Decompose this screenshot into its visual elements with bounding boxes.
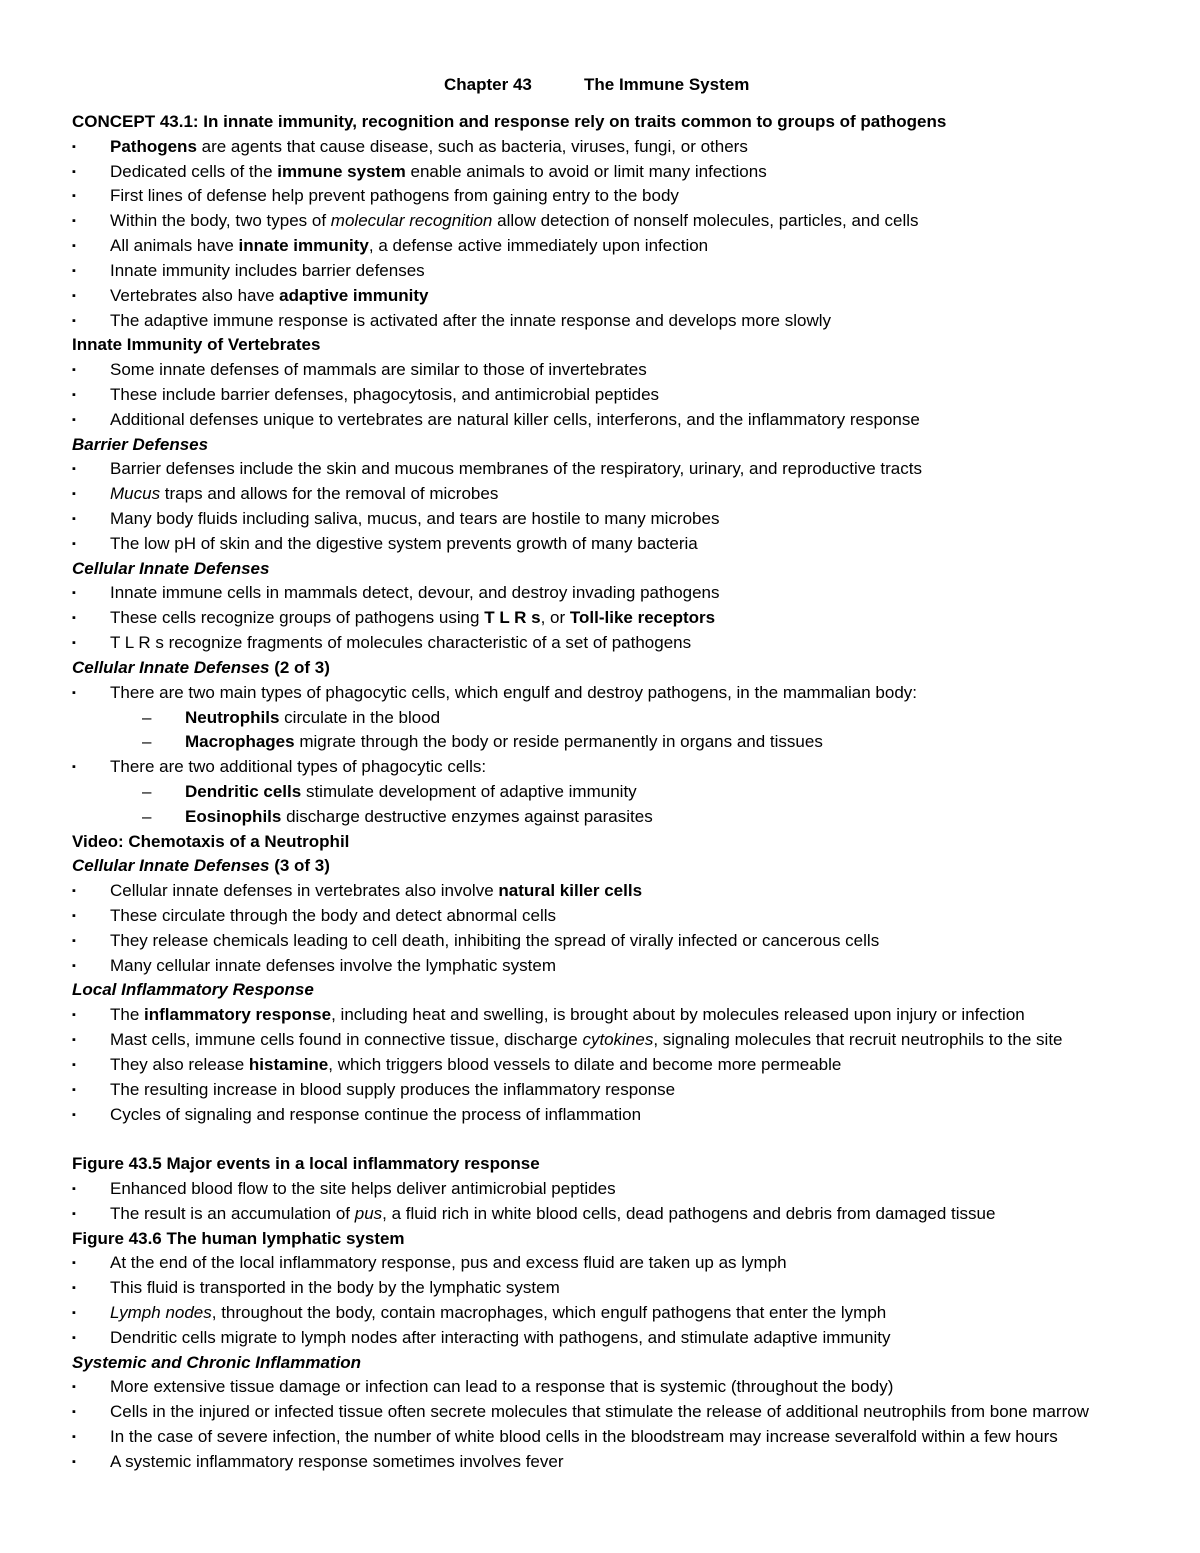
bullet-marker: ▪ — [72, 165, 76, 178]
text-run: Innate immunity includes barrier defenses — [110, 260, 425, 280]
bullet-marker: ▪ — [72, 686, 76, 699]
bullet-text — [110, 1202, 995, 1227]
bullet-text — [110, 1251, 787, 1276]
bullet-marker: ▪ — [72, 1307, 76, 1319]
dash-marker: – — [142, 707, 152, 727]
text-run: Additional defenses unique to vertebrates are natural killer cells, interferons, and the inflammatory response — [110, 409, 920, 429]
bullet-item — [72, 1326, 1172, 1351]
bullet-item — [72, 1103, 1172, 1128]
text-run: Enhanced blood flow to the site helps deliver antimicrobial peptides — [110, 1178, 616, 1198]
dash-marker: – — [142, 806, 152, 826]
text-run: At the end of the local inflammatory response, pus and excess fluid are taken up as lymph — [110, 1253, 787, 1273]
bullet-text — [110, 1003, 1025, 1028]
bullet-item — [72, 135, 1172, 160]
bullet-text — [185, 730, 823, 755]
bullet-marker: ▪ — [72, 463, 76, 476]
text-run: These circulate through the body and detect abnormal cells — [110, 906, 557, 925]
bold-term: immune system — [277, 161, 406, 181]
text-run: All animals have — [110, 236, 239, 256]
italic-term: Cellular Innate Defenses — [72, 856, 270, 876]
text-run: Cellular innate defenses in vertebrates also involve — [110, 881, 499, 901]
text-run: migrate through the body or reside permanently in organs and tissues — [294, 732, 823, 752]
text-run: The low pH of skin and the digestive system prevents growth of many bacteria — [110, 533, 698, 553]
text-run: Mast cells, immune cells found in connective tissue, discharge — [110, 1030, 583, 1050]
italic-term: Lymph nodes — [110, 1303, 212, 1322]
bullet-marker: ▪ — [72, 140, 76, 153]
bullet-text — [110, 135, 748, 160]
page-title — [72, 71, 1172, 110]
bullet-item — [72, 408, 1172, 433]
section-heading — [72, 1152, 1172, 1177]
bullet-item — [72, 1202, 1172, 1227]
bullet-text — [110, 284, 428, 309]
bullet-marker: ▪ — [72, 1182, 76, 1195]
bullet-text — [110, 309, 831, 334]
bullet-marker: ▪ — [72, 1009, 76, 1022]
bold-term: histamine — [248, 1054, 329, 1074]
bullet-text — [110, 209, 919, 234]
bullet-item — [72, 358, 1172, 383]
bullet-item — [72, 532, 1172, 557]
bullet-item — [72, 1053, 1172, 1078]
bold-term: innate immunity — [238, 236, 369, 256]
text-run: T L R s recognize fragments of molecules characteristic of a set of pathogens — [110, 633, 692, 653]
italic-term: molecular recognition — [330, 211, 493, 231]
text-run: Cellular Innate Defenses — [72, 558, 270, 578]
text-run: Cells in the injured or infected tissue often secrete molecules that stimulate the release of additional neutrophils from bone marrow — [110, 1402, 1089, 1422]
text-run: First lines of defense help prevent pathogens from gaining entry to the body — [110, 186, 679, 206]
bullet-text — [110, 1177, 616, 1202]
bullet-text — [110, 631, 691, 656]
text-run: The adaptive immune response is activated after the innate response and develops more slowly — [110, 310, 832, 330]
bullet-text — [110, 1425, 1058, 1450]
sub-bullet-item — [72, 706, 1172, 731]
text-run: Cycles of signaling and response continue the process of inflammation — [110, 1104, 642, 1124]
bullet-text — [110, 681, 917, 706]
text-run: Within the body, two types of — [110, 211, 331, 231]
bullet-marker: ▪ — [72, 488, 76, 501]
bullet-text — [110, 1103, 641, 1128]
dash-marker: – — [142, 781, 152, 801]
bullet-marker: ▪ — [72, 637, 76, 650]
text-run: , a fluid rich in white blood cells, dead pathogens and debris from damaged tissue — [382, 1203, 996, 1223]
bullet-item — [72, 507, 1172, 532]
text-run: circulate in the blood — [279, 707, 441, 727]
text-run: A systemic inflammatory response sometimes involves fever — [110, 1451, 564, 1471]
bullet-text — [110, 358, 647, 383]
text-run: (3 of 3) — [269, 856, 330, 876]
italic-term: Mucus — [110, 484, 161, 504]
bullet-marker: ▪ — [72, 1207, 76, 1220]
bullet-item — [72, 1003, 1172, 1028]
sub-bullet-item — [72, 730, 1172, 755]
bullet-marker: ▪ — [72, 587, 76, 600]
text-run: Systemic and Chronic Inflammation — [72, 1352, 362, 1372]
bold-term: Neutrophils — [185, 707, 280, 727]
text-run: enable animals to avoid or limit many infections — [405, 161, 767, 181]
dash-marker: – — [142, 732, 152, 752]
bullet-text — [110, 234, 708, 259]
bullet-text — [110, 954, 556, 979]
bullet-text — [185, 780, 637, 805]
bold-term: Dendritic cells — [185, 781, 302, 801]
bullet-text — [110, 408, 920, 433]
bullet-text — [110, 1375, 893, 1400]
bullet-item — [72, 160, 1172, 185]
bullet-marker: ▪ — [72, 537, 76, 550]
bullet-marker: ▪ — [72, 513, 76, 525]
bullet-item — [72, 1028, 1172, 1053]
text-run: discharge destructive enzymes against parasites — [281, 806, 653, 826]
bullet-marker: ▪ — [72, 388, 76, 401]
bullet-item — [72, 1400, 1172, 1425]
blank-line — [72, 1127, 1172, 1152]
text-run: Video: Chemotaxis of a Neutrophil — [72, 831, 350, 851]
bullet-marker: ▪ — [72, 761, 76, 774]
section-heading — [72, 978, 1172, 1003]
bullet-text — [110, 1326, 891, 1351]
bullet-text — [110, 259, 425, 284]
text-run: There are two additional types of phagocytic cells: — [110, 757, 487, 777]
bullet-item — [72, 383, 1172, 408]
text-run: Innate Immunity of Vertebrates — [72, 335, 321, 355]
bullet-item — [72, 482, 1172, 507]
bullet-marker: ▪ — [72, 1108, 76, 1121]
bullet-item — [72, 1450, 1172, 1475]
text-run: , including heat and swelling, is brought about by molecules released upon injury or infection — [331, 1005, 1025, 1025]
text-run: Figure 43.5 Major events in a local inflammatory response — [72, 1154, 540, 1174]
text-run: Dendritic cells migrate to lymph nodes after interacting with pathogens, and stimulate adaptive immunity — [110, 1327, 891, 1347]
bullet-text — [110, 1276, 560, 1301]
bullet-marker: ▪ — [72, 1282, 76, 1295]
bold-term: Macrophages — [185, 732, 295, 752]
bullet-marker: ▪ — [72, 1406, 76, 1419]
text-run: More extensive tissue damage or infection can lead to a response that is systemic (throughout the body) — [110, 1377, 894, 1397]
bullet-item — [72, 1425, 1172, 1450]
bullet-marker: ▪ — [72, 1034, 76, 1047]
text-run: Dedicated cells of the — [110, 161, 278, 181]
bullet-text — [110, 1450, 564, 1475]
bullet-text — [110, 482, 498, 507]
text-run: Innate immune cells in mammals detect, devour, and destroy invading pathogens — [110, 583, 720, 603]
section-heading — [72, 557, 1172, 582]
text-run: , a defense active immediately upon infection — [368, 236, 709, 256]
italic-term: cytokines — [582, 1030, 654, 1050]
bold-term: adaptive immunity — [279, 285, 429, 305]
bullet-marker: ▪ — [72, 1431, 76, 1444]
bullet-marker: ▪ — [72, 413, 76, 426]
text-run: stimulate development of adaptive immunity — [301, 781, 637, 801]
bullet-text — [110, 160, 767, 185]
text-run: This fluid is transported in the body by the lymphatic system — [110, 1278, 560, 1298]
bold-term: natural killer cells — [498, 881, 643, 901]
bullet-marker: ▪ — [72, 885, 76, 898]
bold-term: Pathogens — [110, 136, 197, 156]
section-heading — [72, 433, 1172, 458]
bullet-marker: ▪ — [72, 1257, 76, 1270]
bullet-marker: ▪ — [72, 1331, 76, 1344]
bullet-item — [72, 954, 1172, 979]
text-run: They release chemicals leading to cell death, inhibiting the spread of virally infected or cancerous cells — [110, 930, 880, 950]
bullet-item — [72, 209, 1172, 234]
text-run: , or — [540, 608, 570, 628]
bullet-item — [72, 284, 1172, 309]
bullet-marker: ▪ — [72, 959, 76, 972]
text-run: Many body fluids including saliva, mucus, and tears are hostile to many microbes — [110, 509, 720, 528]
bullet-item — [72, 457, 1172, 482]
text-run: Figure 43.6 The human lymphatic system — [72, 1228, 405, 1248]
text-run: are agents that cause disease, such as bacteria, viruses, fungi, or others — [196, 136, 748, 156]
text-run: , signaling molecules that recruit neutrophils to the site — [653, 1030, 1063, 1050]
bullet-item — [72, 1177, 1172, 1202]
text-run: traps and allows for the removal of microbes — [160, 484, 499, 504]
bullet-marker: ▪ — [72, 910, 76, 922]
bullet-marker: ▪ — [72, 1058, 76, 1071]
italic-term: pus — [354, 1203, 383, 1223]
text-run: These include barrier defenses, phagocytosis, and antimicrobial peptides — [110, 384, 660, 404]
bullet-text — [110, 581, 720, 606]
text-run: The result is an accumulation of — [110, 1203, 355, 1223]
bullet-text — [110, 879, 642, 904]
bullet-text — [110, 1028, 1063, 1053]
text-run: In the case of severe infection, the number of white blood cells in the bloodstream may increase severalfold within a few hours — [110, 1427, 1058, 1447]
chapter-title: The Immune System — [584, 75, 750, 94]
bullet-text — [110, 1078, 675, 1103]
bullet-text — [110, 383, 659, 408]
section-heading — [72, 110, 1172, 135]
text-run: allow detection of nonself molecules, particles, and cells — [492, 211, 919, 231]
bullet-item — [72, 309, 1172, 334]
bullet-text — [110, 755, 486, 780]
bullet-item — [72, 1375, 1172, 1400]
bullet-item — [72, 259, 1172, 284]
bullet-text — [110, 1400, 1089, 1425]
bullet-item — [72, 879, 1172, 904]
bullet-item — [72, 184, 1172, 209]
text-run: , throughout the body, contain macrophages, which engulf pathogens that enter the lymph — [211, 1303, 887, 1322]
text-run: CONCEPT 43.1: In innate immunity, recognition and response rely on traits common to groups of pathogens — [72, 112, 947, 131]
text-run: Vertebrates also have — [110, 285, 280, 305]
sub-bullet-item — [72, 780, 1172, 805]
bullet-text — [110, 1301, 886, 1326]
bullet-marker: ▪ — [72, 364, 76, 377]
bullet-marker: ▪ — [72, 240, 76, 253]
section-heading — [72, 656, 1172, 681]
text-run: Local Inflammatory Response — [72, 980, 314, 1000]
bullet-text — [110, 929, 879, 954]
bullet-item — [72, 755, 1172, 780]
bullet-marker: ▪ — [72, 612, 76, 625]
sub-bullet-item — [72, 805, 1172, 830]
bullet-item — [72, 631, 1172, 656]
bullet-item — [72, 606, 1172, 631]
text-run: Barrier defenses include the skin and mucous membranes of the respiratory, urinary, and reproductive tracts — [110, 459, 922, 479]
bold-term: Toll-like receptors — [569, 608, 716, 628]
bullet-text — [110, 904, 556, 929]
bullet-marker: ▪ — [72, 1381, 76, 1394]
notes-list — [72, 110, 1172, 1475]
text-run: , which triggers blood vessels to dilate and become more permeable — [328, 1054, 842, 1074]
bullet-item — [72, 929, 1172, 954]
bold-term: Eosinophils — [185, 806, 282, 826]
bullet-item — [72, 904, 1172, 929]
text-run: These cells recognize groups of pathogens using — [110, 608, 485, 628]
bullet-text — [110, 1053, 841, 1078]
bullet-item — [72, 1301, 1172, 1326]
text-run: The resulting increase in blood supply produces the inflammatory response — [110, 1079, 676, 1099]
bullet-marker: ▪ — [72, 314, 76, 327]
text-run: They also release — [110, 1054, 249, 1074]
bullet-text — [185, 706, 440, 731]
document-body — [72, 71, 1172, 1475]
bullet-marker: ▪ — [72, 1455, 76, 1468]
bullet-marker: ▪ — [72, 264, 76, 277]
chapter-number: Chapter 43 — [444, 75, 532, 94]
text-run: There are two main types of phagocytic cells, which engulf and destroy pathogens, in the mammalian body: — [110, 682, 917, 702]
bullet-marker: ▪ — [72, 1083, 76, 1096]
text-run: Barrier Defenses — [72, 434, 209, 454]
section-heading — [72, 830, 1172, 855]
bullet-text — [185, 805, 653, 830]
bullet-marker: ▪ — [72, 215, 76, 228]
text-run: Many cellular innate defenses involve the lymphatic system — [110, 955, 556, 975]
section-heading — [72, 854, 1172, 879]
section-heading — [72, 1227, 1172, 1252]
italic-term: Cellular Innate Defenses — [72, 657, 270, 677]
bullet-marker: ▪ — [72, 190, 76, 203]
bullet-item — [72, 1078, 1172, 1103]
bullet-text — [110, 184, 679, 209]
bold-term: inflammatory response — [144, 1005, 332, 1025]
bullet-item — [72, 581, 1172, 606]
bullet-text — [110, 507, 719, 532]
text-run: Some innate defenses of mammals are similar to those of invertebrates — [110, 360, 647, 380]
bullet-text — [110, 457, 922, 482]
text-run: (2 of 3) — [269, 657, 330, 677]
text-run: The — [110, 1005, 145, 1025]
bullet-item — [72, 234, 1172, 259]
bullet-marker: ▪ — [72, 289, 76, 302]
bold-term: T L R s — [484, 608, 541, 628]
bullet-text — [110, 532, 698, 557]
bullet-item — [72, 681, 1172, 706]
section-heading — [72, 333, 1172, 358]
bullet-item — [72, 1276, 1172, 1301]
bullet-marker: ▪ — [72, 934, 76, 947]
bullet-text — [110, 606, 715, 631]
section-heading — [72, 1351, 1172, 1376]
bullet-item — [72, 1251, 1172, 1276]
